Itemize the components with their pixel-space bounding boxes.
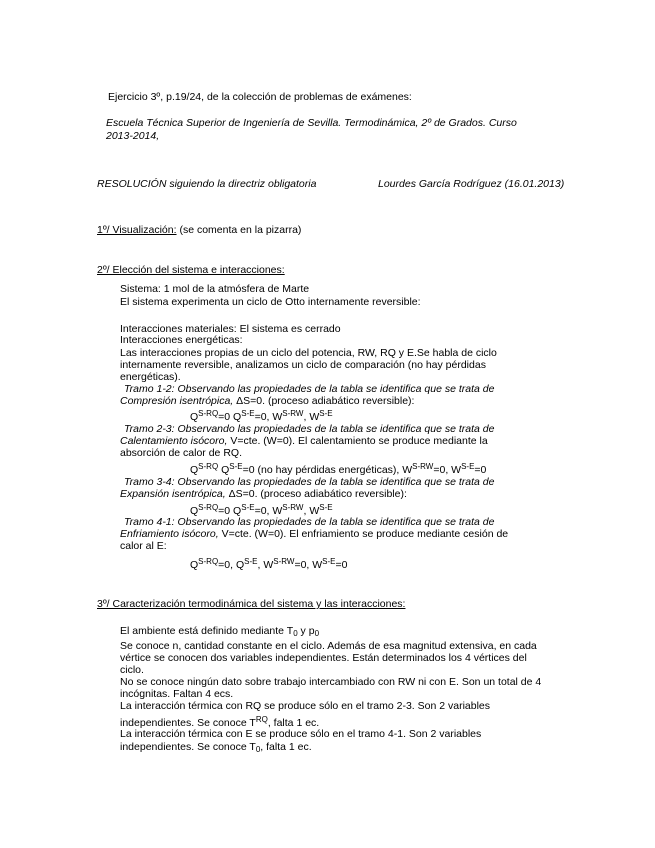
paragraph-line-1: Las interacciones propias de un ciclo del potencia, RW, RQ y E.Se habla de ciclo: [120, 347, 497, 359]
tramo-2-3-line-2: [120, 435, 488, 447]
tramo-4-1-equation: $Q^{S-RQ}=0$, $Q^{S-E}$, $W^{S-RW}=0$, $W^{S-E}=0$: [190, 557, 348, 571]
author-date: Lourdes García Rodríguez (16.01.2013): [378, 178, 565, 190]
s3-line-8: La interacción térmica con E se produce sólo en el tramo 4-1. Son 2 variables: [120, 728, 482, 740]
tramo-4-1-line-2: [120, 528, 508, 540]
tramo-3-4-desc: ΔS=0. (proceso adiabático reversible):: [228, 488, 407, 500]
s3-line-2: vértice se conocen dos variables independientes. Están determinados los 4 vértices del: [120, 652, 527, 664]
s3-line-7-a: independientes. Se conoce: [120, 717, 247, 729]
tramo-4-1-desc: V=cte. (W=0). El enfriamiento se produce mediante cesión de: [221, 528, 509, 540]
tramo-1-2-process: Compresión isentrópica,: [120, 395, 234, 407]
s3-line-7: independientes. Se conoce $T^{RQ}$, falta 1 ec.: [120, 715, 320, 729]
s3-line-5: incógnitas. Faltan 4 ecs.: [120, 688, 234, 700]
s3-line-7-b: , falta 1 ec.: [267, 717, 320, 729]
resolution-title: RESOLUCIÓN siguiendo la directriz obligatoria: [97, 178, 317, 190]
paragraph-line-3: energéticas).: [120, 371, 181, 383]
tramo-2-3-process: Calentamiento isócoro,: [120, 435, 228, 447]
material-interactions: Interacciones materiales: El sistema es cerrado: [120, 323, 341, 335]
section-1-note: (se comenta en la pizarra): [179, 224, 302, 236]
tramo-1-2-line-2: [120, 395, 414, 407]
section-2-title: 2º/ Elección del sistema e interacciones:: [97, 264, 285, 276]
cycle-line: El sistema experimenta un ciclo de Otto internamente reversible:: [120, 296, 421, 308]
school-line-2: 2013-2014,: [106, 130, 160, 142]
tramo-3-4-process: Expansión isentrópica,: [120, 488, 226, 500]
tramo-4-1-line-3: calor al E:: [120, 540, 167, 552]
s3-line-3: ciclo.: [120, 664, 144, 676]
tramo-3-4-line-1: Tramo 3-4: Observando las propiedades de la tabla se identifica que se trata de: [124, 476, 495, 488]
system-line: Sistema: 1 mol de la atmósfera de Marte: [120, 283, 310, 295]
s3-line-9-b: , falta 1 ec.: [260, 741, 312, 753]
school-line-1: Escuela Técnica Superior de Ingeniería de Sevilla. Termodinámica, 2º de Grados. Curso: [106, 117, 517, 129]
tramo-3-4-line-2: [120, 488, 407, 500]
tramo-2-3-line-1: Tramo 2-3: Observando las propiedades de la tabla se identifica que se trata de: [124, 423, 495, 435]
tramo-1-2-equation: $Q^{S-RQ}=0$ $Q^{S-E}=0$, $W^{S-RW}$, $W^{S-E}$: [190, 409, 333, 423]
tramo-4-1-process: Enfriamiento isócoro,: [120, 528, 219, 540]
energy-interactions: Interacciones energéticas:: [120, 334, 243, 346]
s3-line-9: independientes. Se conoce $T_0$, falta 1 ec.: [120, 741, 312, 754]
tramo-1-2-line-1: Tramo 1-2: Observando las propiedades de la tabla se identifica que se trata de: [124, 383, 495, 395]
section-3-title: 3º/ Caracterización termodinámica del sistema y las interacciones:: [97, 598, 406, 610]
tramo-2-3-desc: V=cte. (W=0). El calentamiento se produce mediante la: [230, 435, 488, 447]
ambient-text: El ambiente está definido mediante: [120, 625, 285, 637]
exercise-line: Ejercicio 3º, p.19/24, de la colección de problemas de exámenes:: [108, 91, 412, 103]
tramo-4-1-line-1: Tramo 4-1: Observando las propiedades de la tabla se identifica que se trata de: [124, 516, 495, 528]
ambient-line: El ambiente está definido mediante $T_0$ y $p_0$: [120, 625, 320, 638]
s3-line-6: La interacción térmica con RQ se produce sólo en el tramo 2-3. Son 2 variables: [120, 700, 491, 712]
section-1-title: 1º/ Visualización:: [97, 224, 177, 236]
tramo-1-2-desc: ΔS=0. (proceso adiabático reversible):: [236, 395, 415, 407]
s3-line-4: No se conoce ningún dato sobre trabajo intercambiado con RW ni con E. Son un total de 4: [120, 676, 542, 688]
tramo-2-3-equation: $Q^{S-RQ}$ $Q^{S-E}=0$ (no hay pérdidas energéticas), $W^{S-RW}=0$, $W^{S-E}=0$: [190, 462, 487, 476]
tramo-3-4-equation: $Q^{S-RQ}=0$ $Q^{S-E}=0$, $W^{S-RW}$, $W^{S-E}$: [190, 503, 333, 517]
section-1: [97, 224, 301, 236]
s3-line-1: Se conoce n, cantidad constante en el ciclo. Además de esa magnitud extensiva, en cada: [120, 640, 537, 652]
tramo-2-3-line-3: absorción de calor de RQ.: [120, 447, 242, 459]
tramo-2-3-note: (no hay pérdidas energéticas),: [257, 464, 400, 476]
s3-line-9-a: independientes. Se conoce: [120, 741, 247, 753]
paragraph-line-2: internamente reversible, analizamos un ciclo de comparación (no hay pérdidas: [120, 359, 486, 371]
